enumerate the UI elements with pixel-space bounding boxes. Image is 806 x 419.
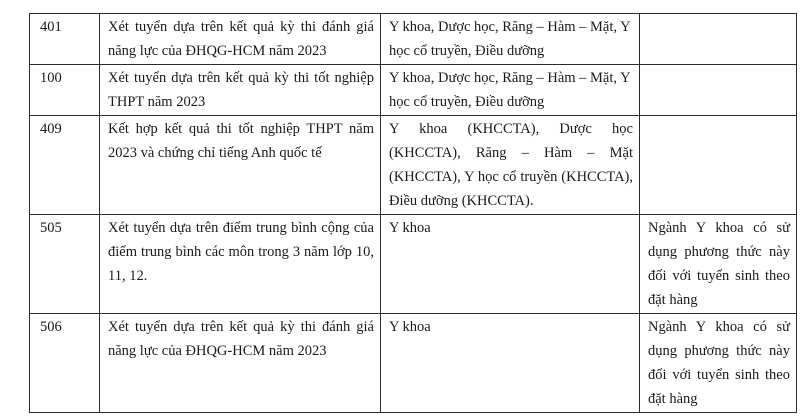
method-description-cell: Xét tuyển dựa trên kết quả kỳ thi đánh giá năng lực của ĐHQG-HCM năm 2023 [100,314,381,413]
table-row [30,215,797,314]
majors-cell: Y khoa, Dược học, Răng – Hàm – Mặt, Y học cổ truyền, Điều dưỡng [381,65,640,116]
method-code-cell: 401 [30,14,100,65]
table-row [30,314,797,413]
table-row [30,116,797,215]
majors-cell: Y khoa, Dược học, Răng – Hàm – Mặt, Y học cổ truyền, Điều dưỡng [381,14,640,65]
method-code-cell: 505 [30,215,100,314]
note-cell [640,65,797,116]
note-cell: Ngành Y khoa có sử dụng phương thức này đối với tuyển sinh theo đặt hàng [640,314,797,413]
note-cell [640,116,797,215]
method-description-cell: Kết hợp kết quả thi tốt nghiệp THPT năm 2023 và chứng chỉ tiếng Anh quốc tế [100,116,381,215]
method-description-cell: Xét tuyển dựa trên kết quả kỳ thi đánh giá năng lực của ĐHQG-HCM năm 2023 [100,14,381,65]
table-row [30,65,797,116]
method-code-cell: 506 [30,314,100,413]
majors-cell: Y khoa [381,314,640,413]
method-description-cell: Xét tuyển dựa trên điểm trung bình cộng của điểm trung bình các môn trong 3 năm lớp 10, 11, 12. [100,215,381,314]
method-code-cell: 409 [30,116,100,215]
table-row [30,14,797,65]
method-code-cell: 100 [30,65,100,116]
majors-cell: Y khoa [381,215,640,314]
note-cell [640,14,797,65]
method-description-cell: Xét tuyển dựa trên kết quả kỳ thi tốt nghiệp THPT năm 2023 [100,65,381,116]
majors-cell: Y khoa (KHCCTA), Dược học (KHCCTA), Răng – Hàm – Mặt (KHCCTA), Y học cổ truyền (KHCCTA), Điều dưỡng (KHCCTA). [381,116,640,215]
note-cell: Ngành Y khoa có sử dụng phương thức này đối với tuyển sinh theo đặt hàng [640,215,797,314]
admission-methods-table [29,13,797,413]
